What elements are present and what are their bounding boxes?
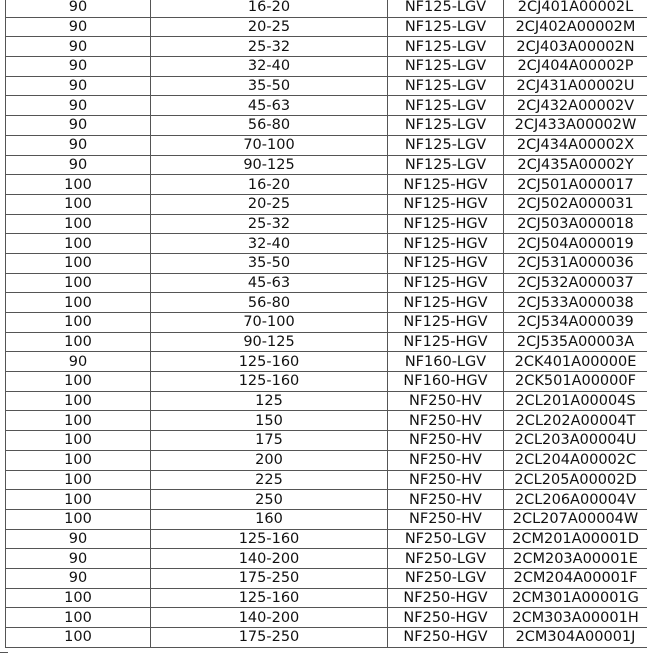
- table-cell-model: NF125-HGV: [388, 175, 504, 195]
- table-cell-col2: 125: [151, 391, 388, 411]
- table-cell-model: NF125-LGV: [388, 17, 504, 37]
- table-row: [6, 628, 647, 648]
- table-cell-code: 2CJ401A00002L: [504, 0, 647, 17]
- table-cell-code: 2CK501A00000F: [504, 372, 647, 392]
- table-cell-col2: 35-50: [151, 253, 388, 273]
- table-cell-col1: 100: [6, 509, 151, 529]
- table-cell-col1: 100: [6, 608, 151, 628]
- table-cell-col2: 160: [151, 509, 388, 529]
- table-cell-code: 2CM301A00001G: [504, 588, 647, 608]
- table-cell-model: NF125-HGV: [388, 194, 504, 214]
- table-cell-code: 2CM203A00001E: [504, 549, 647, 569]
- table-cell-col2: 45-63: [151, 96, 388, 116]
- table-cell-code: 2CJ435A00002Y: [504, 155, 647, 175]
- table-row: [6, 253, 647, 273]
- table-cell-code: 2CL205A00002D: [504, 470, 647, 490]
- table-cell-model: NF125-HGV: [388, 253, 504, 273]
- table-cell-col1: 100: [6, 411, 151, 431]
- table-cell-code: 2CJ403A00002N: [504, 37, 647, 57]
- table-cell-col2: 125-160: [151, 588, 388, 608]
- table-cell-col2: 150: [151, 411, 388, 431]
- table-cell-col2: 175-250: [151, 628, 388, 648]
- table-cell-code: 2CJ433A00002W: [504, 116, 647, 136]
- table-cell-col1: 90: [6, 549, 151, 569]
- table-row: [6, 37, 647, 57]
- table-row: [6, 411, 647, 431]
- table-cell-col1: 100: [6, 175, 151, 195]
- table-row: [6, 175, 647, 195]
- table-row: [6, 391, 647, 411]
- table-cell-col2: 32-40: [151, 234, 388, 254]
- table-cell-col2: 225: [151, 470, 388, 490]
- table-row: [6, 588, 647, 608]
- table-cell-col1: 100: [6, 391, 151, 411]
- table-cell-col1: 100: [6, 588, 151, 608]
- table-row: [6, 57, 647, 77]
- table-cell-code: 2CJ504A000019: [504, 234, 647, 254]
- table-cell-model: NF250-HV: [388, 490, 504, 510]
- table-cell-model: NF125-LGV: [388, 135, 504, 155]
- table-cell-model: NF250-HV: [388, 431, 504, 451]
- table-cell-col2: 200: [151, 450, 388, 470]
- product-table: [5, 0, 647, 648]
- table-cell-model: NF250-HGV: [388, 588, 504, 608]
- table-cell-model: NF125-LGV: [388, 37, 504, 57]
- table-row: [6, 214, 647, 234]
- table-cell-code: 2CJ434A00002X: [504, 135, 647, 155]
- table-cell-code: 2CJ534A000039: [504, 313, 647, 333]
- table-cell-col2: 175: [151, 431, 388, 451]
- table-cell-code: 2CL206A00004V: [504, 490, 647, 510]
- table-row: [6, 293, 647, 313]
- table-row: [6, 116, 647, 136]
- table-row: [6, 549, 647, 569]
- table-cell-code: 2CJ503A000018: [504, 214, 647, 234]
- table-cell-col2: 125-160: [151, 352, 388, 372]
- table-cell-col1: 100: [6, 431, 151, 451]
- table-cell-col2: 16-20: [151, 175, 388, 195]
- table-cell-col2: 25-32: [151, 37, 388, 57]
- table-cell-model: NF250-LGV: [388, 549, 504, 569]
- table-cell-code: 2CJ531A000036: [504, 253, 647, 273]
- table-cell-col1: 90: [6, 568, 151, 588]
- table-cell-code: 2CM303A00001H: [504, 608, 647, 628]
- table-cell-model: NF125-LGV: [388, 57, 504, 77]
- table-cell-model: NF125-LGV: [388, 96, 504, 116]
- table-cell-code: 2CL202A00004T: [504, 411, 647, 431]
- table-cell-model: NF125-HGV: [388, 273, 504, 293]
- table-cell-col1: 100: [6, 214, 151, 234]
- table-cell-model: NF250-HV: [388, 509, 504, 529]
- table-row: [6, 568, 647, 588]
- table-row: [6, 509, 647, 529]
- table-row: [6, 470, 647, 490]
- table-cell-col1: 100: [6, 450, 151, 470]
- table-cell-col2: 70-100: [151, 135, 388, 155]
- table-cell-code: 2CJ532A000037: [504, 273, 647, 293]
- table-cell-code: 2CM204A00001F: [504, 568, 647, 588]
- table-cell-col1: 90: [6, 155, 151, 175]
- table-cell-col1: 90: [6, 76, 151, 96]
- table-cell-code: 2CJ533A000038: [504, 293, 647, 313]
- table-cell-model: NF125-HGV: [388, 234, 504, 254]
- table-cell-col2: 125-160: [151, 372, 388, 392]
- table-cell-col2: 56-80: [151, 293, 388, 313]
- table-cell-code: 2CJ402A00002M: [504, 17, 647, 37]
- table-cell-col1: 90: [6, 0, 151, 17]
- table-cell-col2: 56-80: [151, 116, 388, 136]
- table-cell-col1: 100: [6, 332, 151, 352]
- table-cell-model: NF250-HV: [388, 411, 504, 431]
- table-cell-col2: 140-200: [151, 549, 388, 569]
- table-cell-col1: 100: [6, 293, 151, 313]
- table-cell-code: 2CL204A00002C: [504, 450, 647, 470]
- table-row: [6, 17, 647, 37]
- table-cell-model: NF125-LGV: [388, 155, 504, 175]
- table-cell-code: 2CJ535A00003A: [504, 332, 647, 352]
- table-cell-col1: 100: [6, 372, 151, 392]
- table-cell-col2: 25-32: [151, 214, 388, 234]
- table-cell-model: NF160-LGV: [388, 352, 504, 372]
- table-row: [6, 313, 647, 333]
- table-cell-col1: 90: [6, 529, 151, 549]
- table-cell-col1: 90: [6, 57, 151, 77]
- table-cell-col1: 90: [6, 17, 151, 37]
- table-cell-code: 2CM304A00001J: [504, 628, 647, 648]
- table-cell-col1: 100: [6, 234, 151, 254]
- table-row: [6, 372, 647, 392]
- table-row: [6, 96, 647, 116]
- table-cell-col2: 125-160: [151, 529, 388, 549]
- table-cell-model: NF250-HV: [388, 450, 504, 470]
- table-row: [6, 0, 647, 17]
- page-border-mark: [0, 652, 8, 653]
- table-cell-model: NF250-HGV: [388, 608, 504, 628]
- table-row: [6, 352, 647, 372]
- table-cell-model: NF160-HGV: [388, 372, 504, 392]
- table-cell-model: NF250-HV: [388, 470, 504, 490]
- table-cell-col2: 32-40: [151, 57, 388, 77]
- table-cell-col1: 90: [6, 135, 151, 155]
- table-cell-model: NF125-HGV: [388, 293, 504, 313]
- table-cell-col2: 90-125: [151, 155, 388, 175]
- table-cell-model: NF125-LGV: [388, 76, 504, 96]
- table-cell-code: 2CJ502A000031: [504, 194, 647, 214]
- table-cell-col2: 70-100: [151, 313, 388, 333]
- table-cell-code: 2CJ432A00002V: [504, 96, 647, 116]
- table-cell-col1: 100: [6, 628, 151, 648]
- table-cell-col1: 90: [6, 96, 151, 116]
- table-cell-code: 2CL207A00004W: [504, 509, 647, 529]
- table-cell-col1: 90: [6, 37, 151, 57]
- table-cell-model: NF250-HV: [388, 391, 504, 411]
- table-row: [6, 155, 647, 175]
- table-cell-model: NF250-LGV: [388, 529, 504, 549]
- table-cell-model: NF250-HGV: [388, 628, 504, 648]
- table-row: [6, 608, 647, 628]
- table-cell-col2: 140-200: [151, 608, 388, 628]
- table-cell-code: 2CL203A00004U: [504, 431, 647, 451]
- table-cell-model: NF125-LGV: [388, 0, 504, 17]
- table-cell-code: 2CK401A00000E: [504, 352, 647, 372]
- table-cell-model: NF125-HGV: [388, 332, 504, 352]
- table-cell-code: 2CL201A00004S: [504, 391, 647, 411]
- table-cell-col1: 100: [6, 253, 151, 273]
- table-cell-col1: 100: [6, 313, 151, 333]
- table-cell-col2: 20-25: [151, 194, 388, 214]
- table-row: [6, 431, 647, 451]
- table-cell-col2: 16-20: [151, 0, 388, 17]
- table-cell-col2: 20-25: [151, 17, 388, 37]
- table-cell-col1: 90: [6, 116, 151, 136]
- table-row: [6, 135, 647, 155]
- table-cell-col2: 250: [151, 490, 388, 510]
- table-cell-col2: 90-125: [151, 332, 388, 352]
- table-cell-model: NF125-HGV: [388, 214, 504, 234]
- table-cell-model: NF250-LGV: [388, 568, 504, 588]
- table-row: [6, 529, 647, 549]
- table-cell-col1: 90: [6, 352, 151, 372]
- table-cell-code: 2CM201A00001D: [504, 529, 647, 549]
- table-cell-col2: 175-250: [151, 568, 388, 588]
- table-cell-code: 2CJ431A00002U: [504, 76, 647, 96]
- table-row: [6, 194, 647, 214]
- table-cell-code: 2CJ404A00002P: [504, 57, 647, 77]
- table-cell-col2: 45-63: [151, 273, 388, 293]
- table-row: [6, 490, 647, 510]
- table-row: [6, 273, 647, 293]
- table-cell-model: NF125-LGV: [388, 116, 504, 136]
- table-cell-col1: 100: [6, 490, 151, 510]
- table-cell-col1: 100: [6, 194, 151, 214]
- table-row: [6, 450, 647, 470]
- table-cell-col1: 100: [6, 470, 151, 490]
- table-cell-code: 2CJ501A000017: [504, 175, 647, 195]
- table-cell-col2: 35-50: [151, 76, 388, 96]
- table-cell-col1: 100: [6, 273, 151, 293]
- table-row: [6, 234, 647, 254]
- table-row: [6, 76, 647, 96]
- table-cell-model: NF125-HGV: [388, 313, 504, 333]
- table-row: [6, 332, 647, 352]
- table-body: [6, 0, 647, 647]
